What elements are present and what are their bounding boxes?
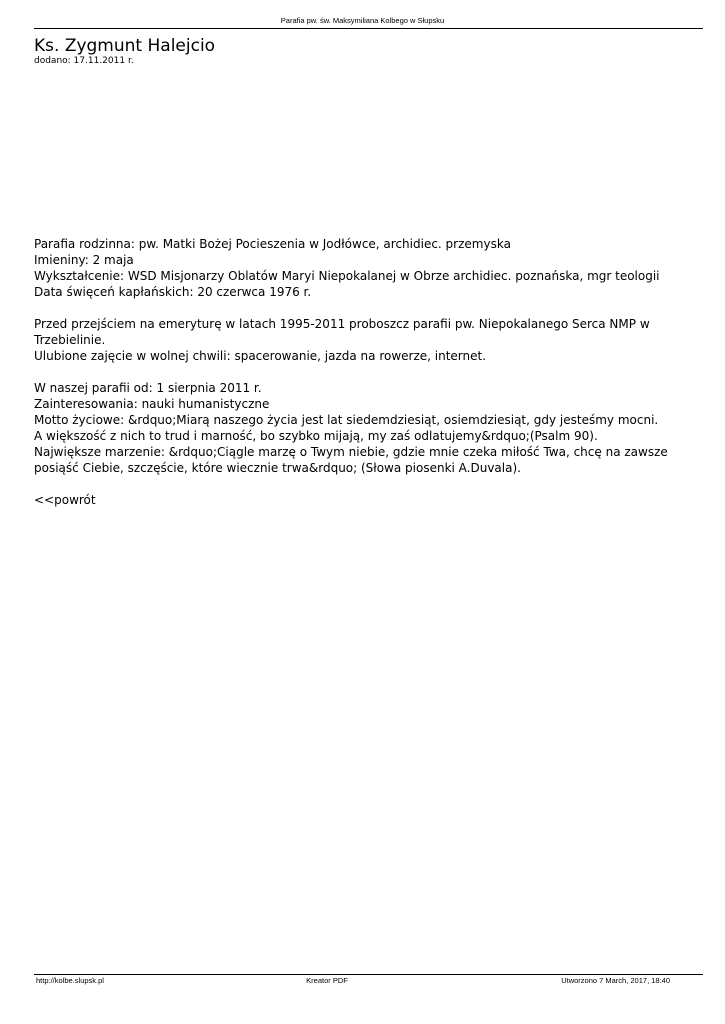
text-line-motto: Motto życiowe: &rdquo;Miarą naszego życia jest lat siedemdziesiąt, osiemdziesiąt, gdy jesteśmy mocni. <box>34 413 659 427</box>
text-line-in-parish-since: W naszej parafii od: 1 sierpnia 2011 r. <box>34 381 262 395</box>
footer-divider <box>34 974 703 975</box>
article-body <box>34 236 684 524</box>
back-link[interactable]: <<powrót <box>34 493 96 507</box>
text-line-dream: Największe marzenie: &rdquo;Ciągle marzę o Twym niebie, gdzie mnie czeka miłość Twa, chcę na zawsze <box>34 445 668 459</box>
text-line-motto-cont: A większość z nich to trud i marność, bo szybko mijają, my zaś odlatujemy&rdquo;(Psalm 90). <box>34 429 598 443</box>
text-line-dream-cont: posiąść Ciebie, szczęście, które wiecznie trwa&rdquo; (Słowa piosenki A.Duvala). <box>34 461 521 475</box>
text-line-previous-position: Przed przejściem na emeryturę w latach 1995-2011 proboszcz parafii pw. Niepokalanego Serca NMP w <box>34 317 650 331</box>
text-line-previous-position-cont: Trzebielinie. <box>34 333 106 347</box>
footer-url: http://kolbe.slupsk.pl <box>36 976 104 985</box>
footer-generator: Kreator PDF <box>306 976 348 985</box>
footer-created-date: Utworzono 7 March, 2017, 18:40 <box>561 976 670 985</box>
text-line-name-day: Imieniny: 2 maja <box>34 253 134 267</box>
header-divider <box>34 28 703 29</box>
text-line-ordination-date: Data święceń kapłańskich: 20 czerwca 1976 r. <box>34 285 312 299</box>
article-date-added: dodano: 17.11.2011 r. <box>34 56 134 66</box>
page-footer <box>34 976 703 986</box>
paragraph-back <box>34 492 684 508</box>
text-line-home-parish: Parafia rodzinna: pw. Matki Bożej Pocieszenia w Jodłówce, archidiec. przemyska <box>34 237 511 251</box>
page-header-site-title: Parafia pw. św. Maksymiliana Kolbego w Słupsku <box>280 16 445 25</box>
paragraph-parish-and-motto <box>34 380 684 476</box>
paragraph-personal-info <box>34 236 684 300</box>
text-line-hobbies: Ulubione zajęcie w wolnej chwili: spacerowanie, jazda na rowerze, internet. <box>34 349 487 363</box>
text-line-education: Wykształcenie: WSD Misjonarzy Oblatów Maryi Niepokalanej w Obrze archidiec. poznańska, mgr teologii <box>34 269 660 283</box>
paragraph-career <box>34 316 684 364</box>
article-title: Ks. Zygmunt Halejcio <box>34 36 216 56</box>
text-line-interests: Zainteresowania: nauki humanistyczne <box>34 397 270 411</box>
